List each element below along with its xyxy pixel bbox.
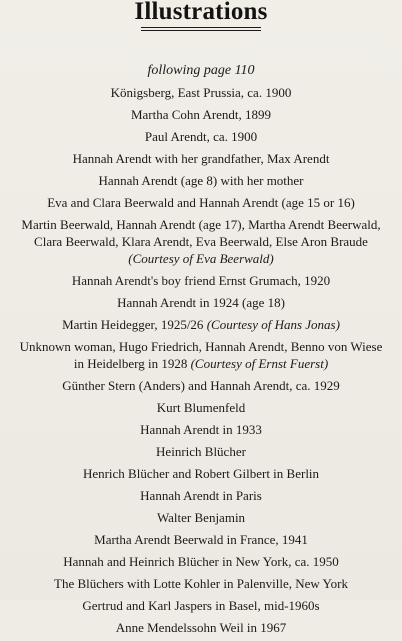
page-title: Illustrations [134,0,268,25]
list-item [0,150,402,167]
list-item [0,272,402,289]
item-text: Martha Arendt Beerwald in France, 1941 [94,532,308,547]
item-text: Hannah Arendt's boy friend Ernst Grumach, 1920 [71,273,331,288]
item-text: Günther Stern (Anders) and Hannah Arendt, ca. 1929 [62,378,340,393]
list-item [0,487,402,504]
list-item [0,399,402,416]
item-text: Hannah Arendt in Paris [140,488,262,503]
title-rule-bottom [141,30,261,31]
item-text: Martin Beerwald, Hannah Arendt (age 17), Martha Arendt Beerwald, [21,217,381,232]
list-item [0,377,402,394]
item-text: Clara Beerwald, Klara Arendt, Eva Beerwald, Else Aron Braude [34,234,368,249]
list-item [0,172,402,189]
list-item [0,619,402,636]
item-text: Kurt Blumenfeld [156,400,246,415]
list-item [0,575,402,592]
illustrations-list [0,84,402,641]
item-text: Hannah Arendt (age 8) with her mother [98,173,304,188]
item-text: Hannah Arendt in 1933 [140,422,262,437]
list-item [0,106,402,123]
list-item [0,316,402,333]
item-text: Martin Heidegger, 1925/26 (Courtesy of Hans Jonas) [62,317,340,332]
list-item [0,128,402,145]
list-item [0,294,402,311]
list-item [0,509,402,526]
item-text: Hannah Arendt in 1924 (age 18) [117,295,285,310]
item-text: Gertrud and Karl Jaspers in Basel, mid-1960s [82,598,320,613]
list-item [0,338,402,372]
list-item [0,421,402,438]
item-text: Königsberg, East Prussia, ca. 1900 [110,85,292,100]
item-text: Hannah Arendt with her grandfather, Max Arendt [72,151,330,166]
page-header [0,0,402,31]
item-text: Walter Benjamin [156,510,246,525]
list-item [0,194,402,211]
item-text: Hannah and Heinrich Blücher in New York, ca. 1950 [63,554,339,569]
item-text: Eva and Clara Beerwald and Hannah Arendt (age 15 or 16) [47,195,355,210]
title-rule-top [141,27,261,28]
list-item [0,597,402,614]
item-text: in Heidelberg in 1928 (Courtesy of Ernst Fuerst) [73,356,329,371]
item-credit: (Courtesy of Eva Beerwald) [128,251,274,266]
subtitle: following page 110 [147,63,255,78]
item-text: Paul Arendt, ca. 1900 [144,129,258,144]
list-item [0,216,402,267]
item-text: Unknown woman, Hugo Friedrich, Hannah Arendt, Benno von Wiese [19,339,383,354]
list-item [0,553,402,570]
list-item [0,531,402,548]
item-text: Martha Cohn Arendt, 1899 [130,107,272,122]
list-item [0,443,402,460]
item-credit: (Courtesy of Hans Jonas) [206,317,340,332]
list-item [0,84,402,101]
item-text: Henrich Blücher and Robert Gilbert in Berlin [82,466,320,481]
item-text: Anne Mendelssohn Weil in 1967 [115,620,287,635]
list-item [0,465,402,482]
item-credit: (Courtesy of Ernst Fuerst) [190,356,329,371]
item-text: The Blüchers with Lotte Kohler in Palenville, New York [54,576,348,591]
item-text: Heinrich Blücher [156,444,246,459]
